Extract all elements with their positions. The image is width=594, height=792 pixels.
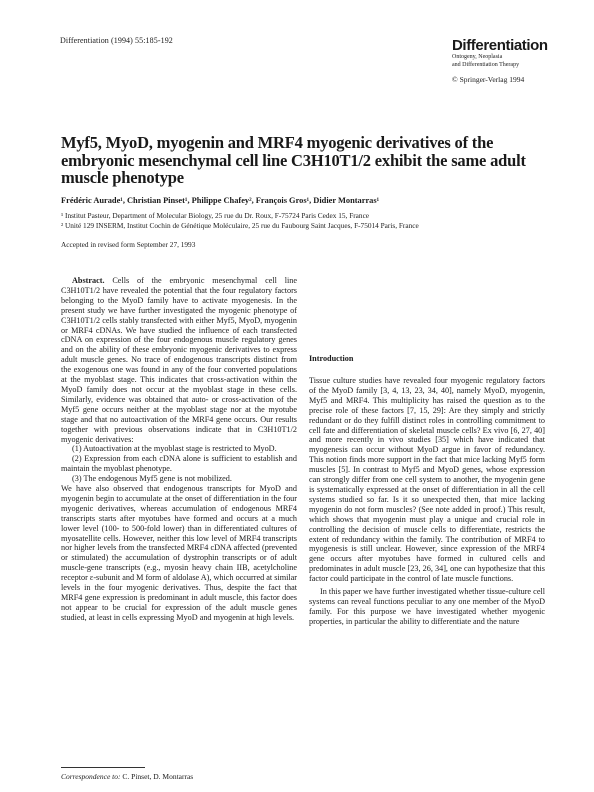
correspondence-label: Correspondence to: — [61, 772, 121, 781]
journal-tagline-1: Ontogeny, Neoplasia — [452, 54, 503, 60]
journal-masthead — [452, 38, 562, 84]
article-title: Myf5, MyoD, myogenin and MRF4 myogenic derivatives of the embryonic mesenchymal cell line C3H10T1/2 exhibit the same adult muscle phenotype — [61, 133, 526, 187]
footnote-rule — [61, 767, 145, 768]
abstract-point-2: (2) Expression from each cDNA alone is sufficient to establish and maintain the myoblast phenotype. — [61, 454, 297, 474]
abstract-paragraph: We have also observed that endogenous transcripts for MyoD and myogenin begin to accumulate at the onset of differentiation in the four myogenic derivatives, whereas accumulation of endogenous MRF4 transcripts starts after myotubes have formed and occurs at a much lower level (100- to 500-fold lower) than in differentiated cultures of myosatellite cells. However, neither this low level of MRF4 transcripts nor higher levels from the transfected MRF4 cDNA affected (prevented or stimulated) the accumulation of dystrophin transcripts or of adult muscle-gene transcripts (e.g., myosin heavy chain IIB, acetylcholine receptor ε-subunit and M form of aldolase A), which occurred at similar levels in the four myogenic derivatives. Thus, despite the fact that MRF4 gene expression is predominant in adult muscle, this factor does not appear to be crucial for expression of the adult muscle genes studied, at least in cells expressing MyoD and myogenin at high levels. — [61, 484, 297, 622]
journal-name: Differentiation — [452, 37, 548, 54]
abstract-point-1: (1) Autoactivation at the myoblast stage is restricted to MyoD. — [72, 444, 277, 454]
abstract-label: Abstract. — [72, 276, 105, 285]
correspondence-names: C. Pinset, D. Montarras — [122, 772, 194, 781]
correspondence-note — [61, 772, 193, 781]
abstract-point-3: (3) The endogenous Myf5 gene is not mobilized. — [72, 474, 232, 484]
abstract-text: Cells of the embryonic mesenchymal cell line C3H10T1/2 have revealed the potential that the four regulatory factors belonging to the MyoD family have to activate myogenesis. In the present study we have further investigated the myogenic phenotype of C3H10T1/2 cells stably transfected with either Myf5, MyoD, myogenin or MRF4 cDNAs. We have studied the influence of each transfected cDNA on expression of the four endogenous muscle regulatory genes and on the ability of these embryonic myogenic derivatives to express adult muscle genes. No trace of endogenous transcripts distinct from the exogenous one was found in any of the four converted populations at the myoblast stage. This indicates that cross-activation within the MyoD family does not occur at the myoblast stage in these cells. Similarly, evidence was obtained that auto- or cross-activation of the Myf5 gene occurs neither at the myoblast stage nor at the myotube stage and that no autoactivation of the MRF4 gene occurs. Our results together with previous observations indicate that in C3H10T1/2 myogenic derivatives: — [61, 276, 298, 444]
journal-citation: Differentiation (1994) 55:185-192 — [60, 36, 173, 45]
affiliation-1: ¹ Institut Pasteur, Department of Molecular Biology, 25 rue du Dr. Roux, F-75724 Paris Cedex 15, France — [61, 211, 370, 220]
journal-tagline-2: and Differentiation Therapy — [452, 62, 520, 68]
abstract — [61, 276, 297, 623]
introduction-paragraph: In this paper we have further investigated whether tissue-culture cell systems can reveal functions peculiar to any one member of the MyoD family. For this purpose we have investigated whether myogenic properties, in particular the ability to differentiate and the nature — [309, 587, 545, 626]
section-heading-introduction: Introduction — [309, 354, 354, 363]
abstract-paragraph — [61, 276, 297, 444]
author-list: Frédéric Aurade¹, Christian Pinset¹, Philippe Chafey², François Gros¹, Didier Montarras¹ — [61, 196, 380, 205]
copyright: © Springer-Verlag 1994 — [452, 75, 525, 84]
accepted-date: Accepted in revised form September 27, 1993 — [61, 240, 196, 249]
introduction-body — [309, 376, 545, 627]
introduction-paragraph: Tissue culture studies have revealed four myogenic regulatory factors of the MyoD family [3, 4, 13, 23, 34, 40], namely MyoD, myogenin, Myf5 and MRF4. This multiplicity has raised the question as to the precise role of these factors [7, 15, 29]: Are they simply and strictly redundant or do they fulfill distinct roles in controlling commitment to cell fate and differentiation of skeletal muscle cells? Ex vivo [6, 27, 40] and more recently in vivo studies [35] which have indicated that myogenesis can occur without MyoD argue in favor of redundancy. This notion finds more support in the fact that mice lacking Myf5 form muscles [5]. In contrast to Myf5 and MyoD genes, whose expression can strongly differ from one cell system to another, the myogenin gene is systematically expressed at the onset of differentiation in all the cell systems studied so far. Is it so unexpected then, that mice lacking myogenin do not form muscles? (See note added in proof.) This result, which shows that myogenin must play a unique and crucial role in controlling the decision of muscle cells to differentiate, restricts the extent of redundancy within the family. The contribution of MRF4 to myogenesis is still unclear. However, since expression of the MRF4 gene occurs after myotubes have formed in cultured cells and predominates in adult muscle [23, 26, 34], one can hypothesize that this factor could participate in the control of late muscle functions. — [309, 376, 545, 584]
affiliation-2: ² Unité 129 INSERM, Institut Cochin de Génétique Moléculaire, 25 rue du Faubourg Saint Jacques, F-75014 Paris, France — [61, 221, 419, 230]
